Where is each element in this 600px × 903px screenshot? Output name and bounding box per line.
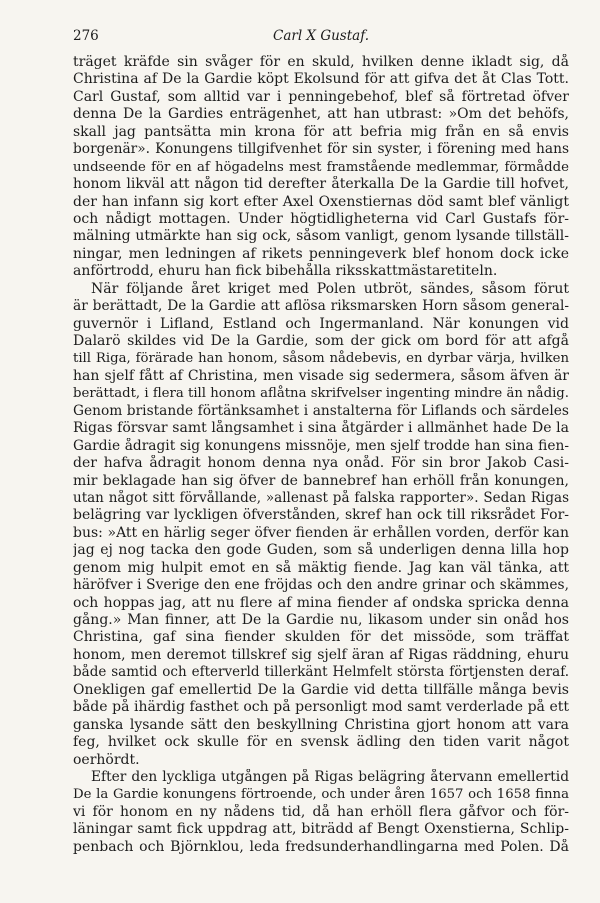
text-line: träget kräfde sin svåger för en skuld, hvilken denne ikladt sig, då: [73, 54, 569, 70]
text-line: anförtrodd, ehuru han fick bibehålla riksskattmästaretiteln.: [73, 263, 498, 280]
text-line: När följande året kriget med Polen utbröt, sändes, såsom förut: [91, 280, 569, 297]
text-line: der han infann sig kort efter Axel Oxenstiernas död samt blef vänligt: [73, 193, 569, 210]
text-line: både på ihärdig fasthet och på personligt mod samt verderlade på ett: [73, 699, 569, 716]
body-text: [73, 54, 569, 856]
page-header: [73, 28, 569, 50]
text-line: ningar, men ledningen af rikets penningeverk blef honom dock icke: [73, 245, 569, 262]
text-line: honom likväl att någon tid derefter återkalla De la Gardie till hofvet,: [73, 176, 569, 193]
text-line: honom, men deremot tillskref sig sjelf äran af Rigas räddning, ehuru: [73, 646, 569, 663]
text-line: är berättadt, De la Gardie att aflösa riksmarsken Horn såsom general-: [73, 298, 569, 315]
text-line: oerhördt.: [73, 751, 140, 768]
text-line: häröfver i Sverige den ene fröjdas och den andre grinar och skämmes,: [73, 577, 569, 594]
text-line: och nådigt mottagen. Under högtidligheterna vid Carl Gustafs för-: [73, 210, 569, 227]
page-number: 276: [73, 28, 99, 44]
text-line: De la Gardie konungens förtroende, och under åren 1657 och 1658 finna: [73, 787, 569, 803]
text-line: Christina, gaf sina fiender skulden för det missöde, som träffat: [73, 629, 569, 646]
text-line: Carl Gustaf, som alltid var i penningebehof, blef så förtretad öfver: [73, 88, 569, 105]
text-line: ganska lysande sätt den beskyllning Christina gjort honom att vara: [73, 716, 569, 733]
text-line: jag ej nog tacka den gode Guden, som så underligen denna lilla hop: [73, 542, 569, 559]
text-line: han sjelf fått af Christina, men visade sig sedermera, såsom äfven är: [73, 367, 569, 384]
text-line: penbach och Björnklou, leda fredsunderhandlingarna med Polen. Då: [73, 838, 569, 855]
text-line: undseende för en af högadelns mest framstående medlemmar, förmådde: [73, 159, 569, 175]
text-line: denna De la Gardies enträgenhet, att han utbrast: »Om det behöfs,: [73, 106, 569, 123]
text-line: och hoppas jag, att nu flere af mina fiender af ondska spricka denna: [73, 594, 569, 611]
text-line: belägring var lyckligen öfverstånden, skref han ock till riksrådet For-: [73, 507, 569, 524]
text-line: berättadt, i flera till honom aflåtna skrifvelser ingenting mindre än nådig.: [73, 386, 569, 402]
text-line: feg, hvilket ock skulle för en svensk ädling den tiden varit något: [73, 734, 569, 751]
text-line: Onekligen gaf emellertid De la Gardie vid detta tillfälle många bevis: [73, 681, 569, 698]
text-line: Rigas försvar samt långsamhet i sina åtgärder i allmänhet hade De la: [73, 420, 569, 437]
running-title: Carl X Gustaf.: [272, 28, 370, 44]
text-line: mir beklagade han sig öfver de bannebref han erhöll från konungen,: [73, 472, 569, 489]
text-line: Dalarö skildes vid De la Gardie, som der gick om bord för att afgå: [73, 333, 569, 349]
text-line: både samtid och efterverld tillerkänt Helmfelt största förtjensten deraf.: [73, 664, 569, 681]
text-line: läningar samt fick uppdrag att, biträdd af Bengt Oxenstierna, Schlip-: [73, 821, 569, 838]
text-line: guvernör i Lifland, Estland och Ingermanland. När konungen vid: [73, 315, 569, 332]
text-line: Efter den lyckliga utgången på Rigas belägring återvann emellertid: [91, 768, 569, 785]
text-line: gång.» Man finner, att De la Gardie nu, likasom under sin onåd hos: [73, 612, 569, 628]
text-line: vi för honom en ny nådens tid, då han erhöll flera gåfvor och för-: [73, 803, 569, 820]
text-line: utan något sitt förvållande, »allenast på falska rapporter». Sedan Rigas: [73, 489, 569, 506]
text-line: genom mig hulpit emot en så mäktig fiende. Jag kan väl tänka, att: [73, 559, 569, 576]
text-line: mälning utmärkte han sig ock, såsom vanligt, genom lysande tillställ-: [73, 228, 569, 245]
text-line: Christina af De la Gardie köpt Ekolsund för att gifva det åt Clas Tott.: [73, 71, 569, 88]
text-line: skall jag pantsätta min krona för att befria mig från en så envis: [73, 123, 569, 140]
text-line: borgenär». Konungens tillgifvenhet för sin syster, i förening med hans: [73, 141, 569, 158]
text-line: bus: »Att en härlig seger öfver fienden är erhållen vorden, derför kan: [73, 524, 569, 541]
text-line: der hafva ådragit honom denna nya onåd. För sin bror Jakob Casi-: [73, 455, 569, 472]
text-line: till Riga, förärade han honom, såsom nådebevis, en dyrbar värja, hvilken: [73, 351, 569, 367]
text-line: Gardie ådragit sig konungens missnöje, men sjelf trodde han sina fien-: [73, 437, 569, 454]
text-line: Genom bristande förtänksamhet i anstalterna för Liflands och särdeles: [73, 402, 569, 419]
